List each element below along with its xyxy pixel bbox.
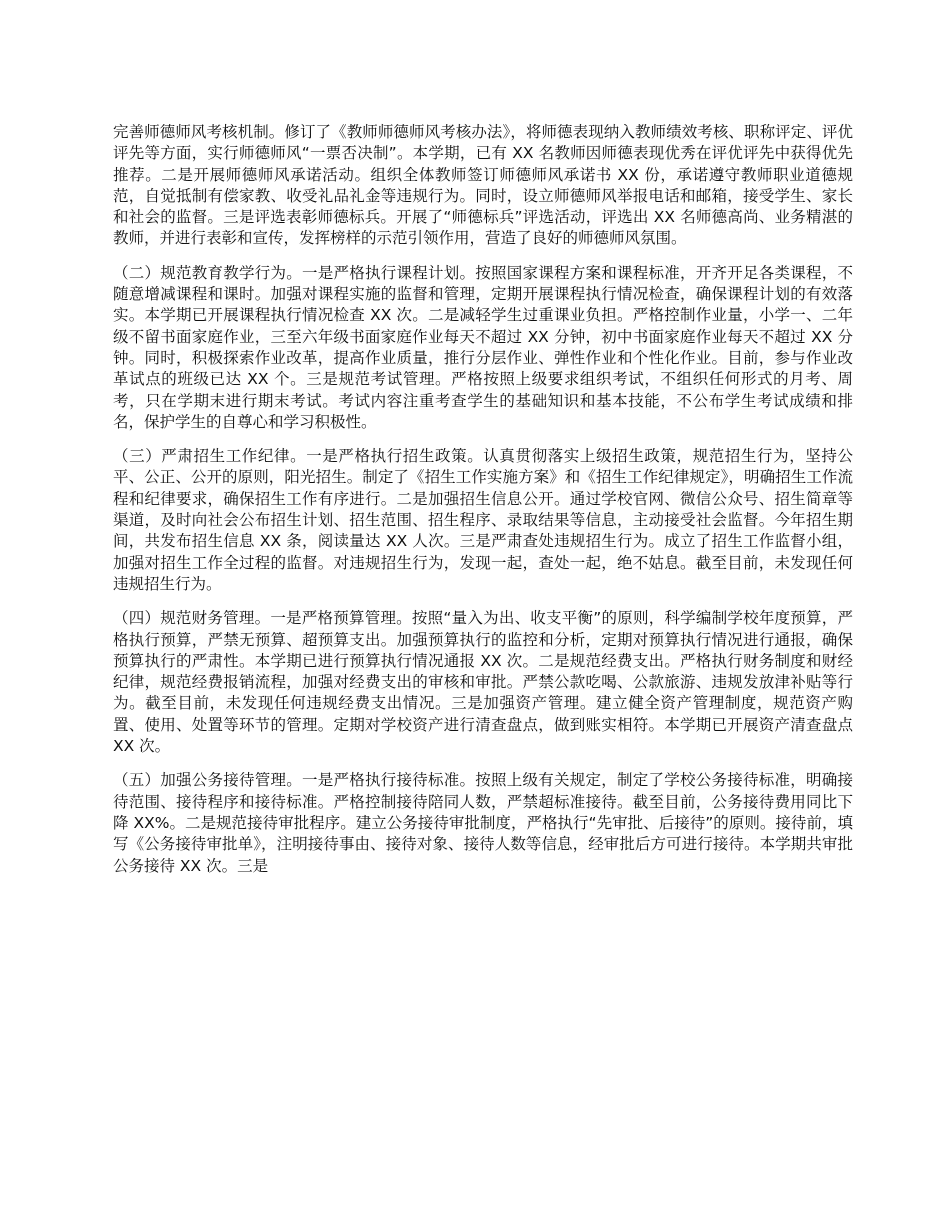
paragraph-enrollment-discipline: （三）严肃招生工作纪律。一是严格执行招生政策。认真贯彻落实上级招生政策，规范招生行为，坚持公平、公正、公开的原则，阳光招生。制定了《招生工作实施方案》和《招生工作纪律规定》，明确招生工作流程和纪律要求，确保招生工作有序进行。二是加强招生信息公开。通过学校官网、微信公众号、招生简章等渠道，及时向社会公布招生计划、招生范围、招生程序、录取结果等信息，主动接受社会监督。今年招生期间，共发布招生信息 XX 条，阅读量达 XX 人次。三是严肃查处违规招生行为。成立了招生工作监督小组，加强对招生工作全过程的监督。对违规招生行为，发现一起，查处一起，绝不姑息。截至目前，未发现任何违规招生行为。 <box>113 447 853 593</box>
paragraph-official-reception: （五）加强公务接待管理。一是严格执行接待标准。按照上级有关规定，制定了学校公务接待标准，明确接待范围、接待程序和接待标准。严格控制接待陪同人数，严禁超标准接待。截至目前，公务接待费用同比下降 XX%。二是规范接待审批程序。建立公务接待审批制度，严格执行“先审批、后接待”的原则。接待前，填写《公务接待审批单》，注明接待事由、接待对象、接待人数等信息，经审批后方可进行接待。本学期共审批公务接待 XX 次。三是 <box>113 771 853 875</box>
paragraph-financial-management: （四）规范财务管理。一是严格预算管理。按照“量入为出、收支平衡”的原则，科学编制学校年度预算，严格执行预算，严禁无预算、超预算支出。加强预算执行的监控和分析，定期对预算执行情况进行通报，确保预算执行的严肃性。本学期已进行预算执行情况通报 XX 次。二是规范经费支出。严格执行财务制度和财经纪律，规范经费报销流程，加强对经费支出的审核和审批。严禁公款吃喝、公款旅游、违规发放津补贴等行为。截至目前，未发现任何违规经费支出情况。三是加强资产管理。建立健全资产管理制度，规范资产购置、使用、处置等环节的管理。定期对学校资产进行清查盘点，做到账实相符。本学期已开展资产清查盘点 XX 次。 <box>113 609 853 756</box>
paragraph-teacher-ethics: 完善师德师风考核机制。修订了《教师师德师风考核办法》，将师德表现纳入教师绩效考核、职称评定、评优评先等方面，实行师德师风“一票否决制”。本学期，已有 XX 名教师因师德表现优秀在评优评先中获得优先推荐。二是开展师德师风承诺活动。组织全体教师签订师德师风承诺书 XX 份，承诺遵守教师职业道德规范，自觉抵制有偿家教、收受礼品礼金等违规行为。同时，设立师德师风举报电话和邮箱，接受学生、家长和社会的监督。三是评选表彰师德标兵。开展了“师德标兵”评选活动，评选出 XX 名师德高尚、业务精湛的教师，并进行表彰和宣传，发挥榜样的示范引领作用，营造了良好的师德师风氛围。 <box>113 123 853 248</box>
paragraph-teaching-conduct: （二）规范教育教学行为。一是严格执行课程计划。按照国家课程方案和课程标准，开齐开足各类课程，不随意增减课程和课时。加强对课程实施的监督和管理，定期开展课程执行情况检查，确保课程计划的有效落实。本学期已开展课程执行情况检查 XX 次。二是减轻学生过重课业负担。严格控制作业量，小学一、二年级不留书面家庭作业，三至六年级书面家庭作业每天不超过 XX 分钟，初中书面家庭作业每天不超过 XX 分钟。同时，积极探索作业改革，提高作业质量，推行分层作业、弹性作业和个性化作业。目前，参与作业改革试点的班级已达 XX 个。三是规范考试管理。严格按照上级要求组织考试，不组织任何形式的月考、周考，只在学期末进行期末考试。考试内容注重考查学生的基础知识和基本技能，不公布学生考试成绩和排名，保护学生的自尊心和学习积极性。 <box>113 263 853 431</box>
document-body <box>113 122 853 890</box>
